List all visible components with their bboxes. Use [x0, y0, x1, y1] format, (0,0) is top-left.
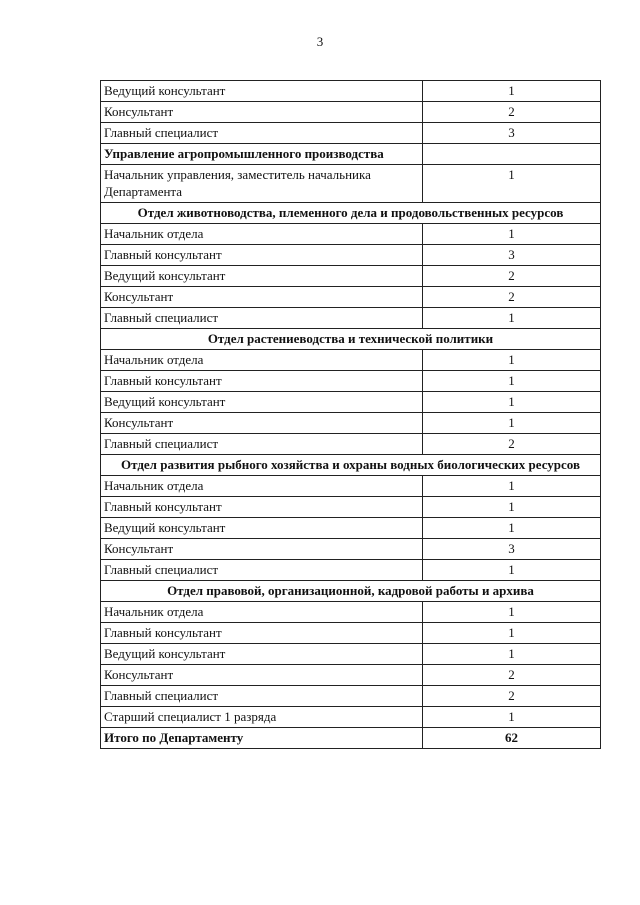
position-count: 2 — [423, 434, 601, 455]
position-name: Старший специалист 1 разряда — [101, 707, 423, 728]
position-name: Ведущий консультант — [101, 644, 423, 665]
position-name: Консультант — [101, 287, 423, 308]
position-name: Ведущий консультант — [101, 81, 423, 102]
position-count: 1 — [423, 371, 601, 392]
position-count: 1 — [423, 350, 601, 371]
position-count: 1 — [423, 707, 601, 728]
position-name: Консультант — [101, 102, 423, 123]
table-row — [101, 245, 601, 266]
position-name: Главный специалист — [101, 560, 423, 581]
position-name: Консультант — [101, 413, 423, 434]
position-name: Ведущий консультант — [101, 266, 423, 287]
section-header-row — [101, 203, 601, 224]
position-name: Главный специалист — [101, 686, 423, 707]
position-name: Главный консультант — [101, 623, 423, 644]
position-count: 2 — [423, 665, 601, 686]
table-row — [101, 434, 601, 455]
section-title: Отдел правовой, организационной, кадровой работы и архива — [101, 581, 601, 602]
table-row — [101, 224, 601, 245]
section-title: Отдел животноводства, племенного дела и продовольственных ресурсов — [101, 203, 601, 224]
table-row — [101, 707, 601, 728]
position-name: Начальник отдела — [101, 476, 423, 497]
position-count: 1 — [423, 560, 601, 581]
position-name: Начальник управления, заместитель начальника Департамента — [101, 165, 423, 203]
position-count: 62 — [423, 728, 601, 749]
position-name: Главный консультант — [101, 245, 423, 266]
position-name: Главный специалист — [101, 434, 423, 455]
position-count: 1 — [423, 602, 601, 623]
section-header-row — [101, 329, 601, 350]
position-count: 1 — [423, 224, 601, 245]
staff-table — [100, 80, 601, 749]
table-row — [101, 539, 601, 560]
position-count: 3 — [423, 245, 601, 266]
position-name: Итого по Департаменту — [101, 728, 423, 749]
table-row — [101, 266, 601, 287]
page-number: 3 — [316, 34, 324, 49]
position-name: Консультант — [101, 539, 423, 560]
subsection-row — [101, 144, 601, 165]
position-count: 1 — [423, 165, 601, 203]
position-name: Консультант — [101, 665, 423, 686]
total-row — [101, 728, 601, 749]
position-count: 1 — [423, 518, 601, 539]
position-count: 2 — [423, 102, 601, 123]
position-count: 1 — [423, 644, 601, 665]
table-row — [101, 165, 601, 203]
position-name: Ведущий консультант — [101, 518, 423, 539]
position-count: 2 — [423, 287, 601, 308]
position-name: Начальник отдела — [101, 602, 423, 623]
section-title: Отдел растениеводства и технической политики — [101, 329, 601, 350]
table-row — [101, 518, 601, 539]
position-count: 1 — [423, 308, 601, 329]
position-count: 1 — [423, 81, 601, 102]
table-row — [101, 308, 601, 329]
section-header-row — [101, 581, 601, 602]
table-row — [101, 102, 601, 123]
table-row — [101, 623, 601, 644]
position-name: Начальник отдела — [101, 350, 423, 371]
position-count: 1 — [423, 476, 601, 497]
position-name: Главный консультант — [101, 497, 423, 518]
position-count: 2 — [423, 266, 601, 287]
position-count: 3 — [423, 123, 601, 144]
position-count: 3 — [423, 539, 601, 560]
table-row — [101, 497, 601, 518]
position-count: 1 — [423, 623, 601, 644]
table-row — [101, 686, 601, 707]
position-count: 1 — [423, 497, 601, 518]
position-count: 1 — [423, 392, 601, 413]
table-row — [101, 350, 601, 371]
table-row — [101, 287, 601, 308]
section-title: Отдел развития рыбного хозяйства и охраны водных биологических ресурсов — [101, 455, 601, 476]
table-row — [101, 476, 601, 497]
table-row — [101, 81, 601, 102]
table-row — [101, 644, 601, 665]
table-row — [101, 392, 601, 413]
section-header-row — [101, 455, 601, 476]
position-name: Главный специалист — [101, 308, 423, 329]
position-name: Главный консультант — [101, 371, 423, 392]
table-row — [101, 123, 601, 144]
position-name: Главный специалист — [101, 123, 423, 144]
position-count: 2 — [423, 686, 601, 707]
table-row — [101, 413, 601, 434]
table-row — [101, 560, 601, 581]
position-count — [423, 144, 601, 165]
position-name: Ведущий консультант — [101, 392, 423, 413]
position-count: 1 — [423, 413, 601, 434]
position-name: Управление агропромышленного производства — [101, 144, 423, 165]
table-row — [101, 665, 601, 686]
staff-table-body — [101, 81, 601, 749]
table-row — [101, 602, 601, 623]
position-name: Начальник отдела — [101, 224, 423, 245]
table-row — [101, 371, 601, 392]
